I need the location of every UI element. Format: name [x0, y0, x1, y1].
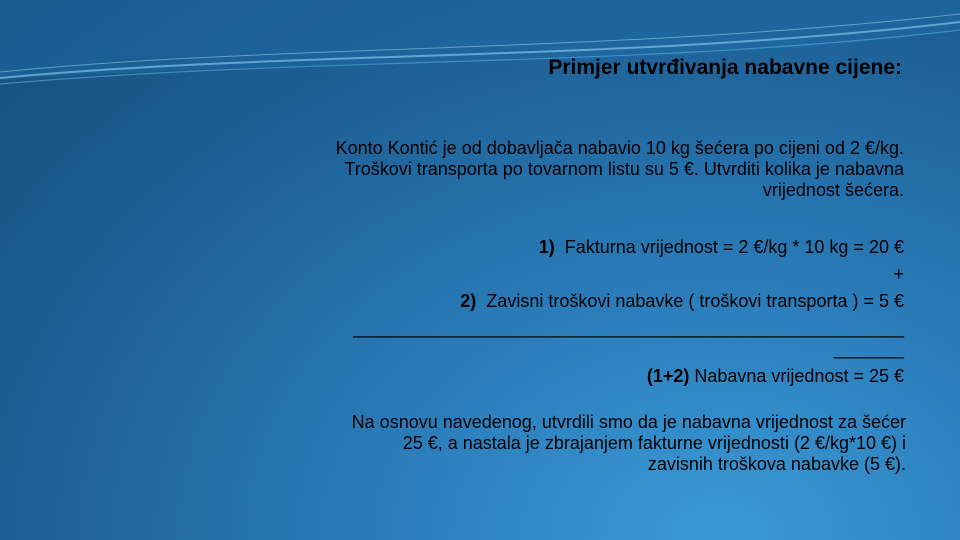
step-1 — [164, 234, 904, 261]
problem-line: Konto Kontić je od dobavljača nabavio 10 kg šećera po cijeni od 2 €/kg. — [335, 138, 904, 158]
plus-sign: + — [893, 264, 904, 284]
step-1-text: Fakturna vrijednost = 2 €/kg * 10 kg = 20 € — [564, 237, 904, 257]
problem-line: Troškovi transporta po tovarnom listu su 5 €. Utvrditi kolika je nabavna — [344, 159, 904, 179]
divider-line-long: _______________________________________________________ — [353, 318, 904, 338]
decorative-wave-header — [0, 0, 960, 100]
calculation-steps — [164, 234, 904, 390]
step-2 — [164, 288, 904, 315]
conclusion-line: 25 €, a nastala je zbrajanjem fakturne vrijednosti (2 €/kg*10 €) i — [402, 433, 906, 453]
result-line — [164, 363, 904, 390]
result-number: (1+2) — [646, 366, 690, 386]
step-2-number: 2) — [460, 291, 477, 311]
result-text: Nabavna vrijednost = 25 € — [694, 366, 904, 386]
problem-statement — [184, 138, 904, 201]
problem-line: vrijednost šećera. — [762, 180, 904, 200]
conclusion-line: zavisnih troškova nabavke (5 €). — [647, 454, 906, 474]
divider-line-short: _______ — [833, 339, 904, 359]
slide-title: Primjer utvrđivanja nabavne cijene: — [548, 56, 902, 79]
conclusion-paragraph — [206, 412, 906, 475]
step-1-number: 1) — [538, 237, 555, 257]
conclusion-line: Na osnovu navedenog, utvrdili smo da je nabavna vrijednost za šećer — [351, 412, 906, 432]
step-2-text: Zavisni troškovi nabavke ( troškovi transporta ) = 5 € — [486, 291, 904, 311]
